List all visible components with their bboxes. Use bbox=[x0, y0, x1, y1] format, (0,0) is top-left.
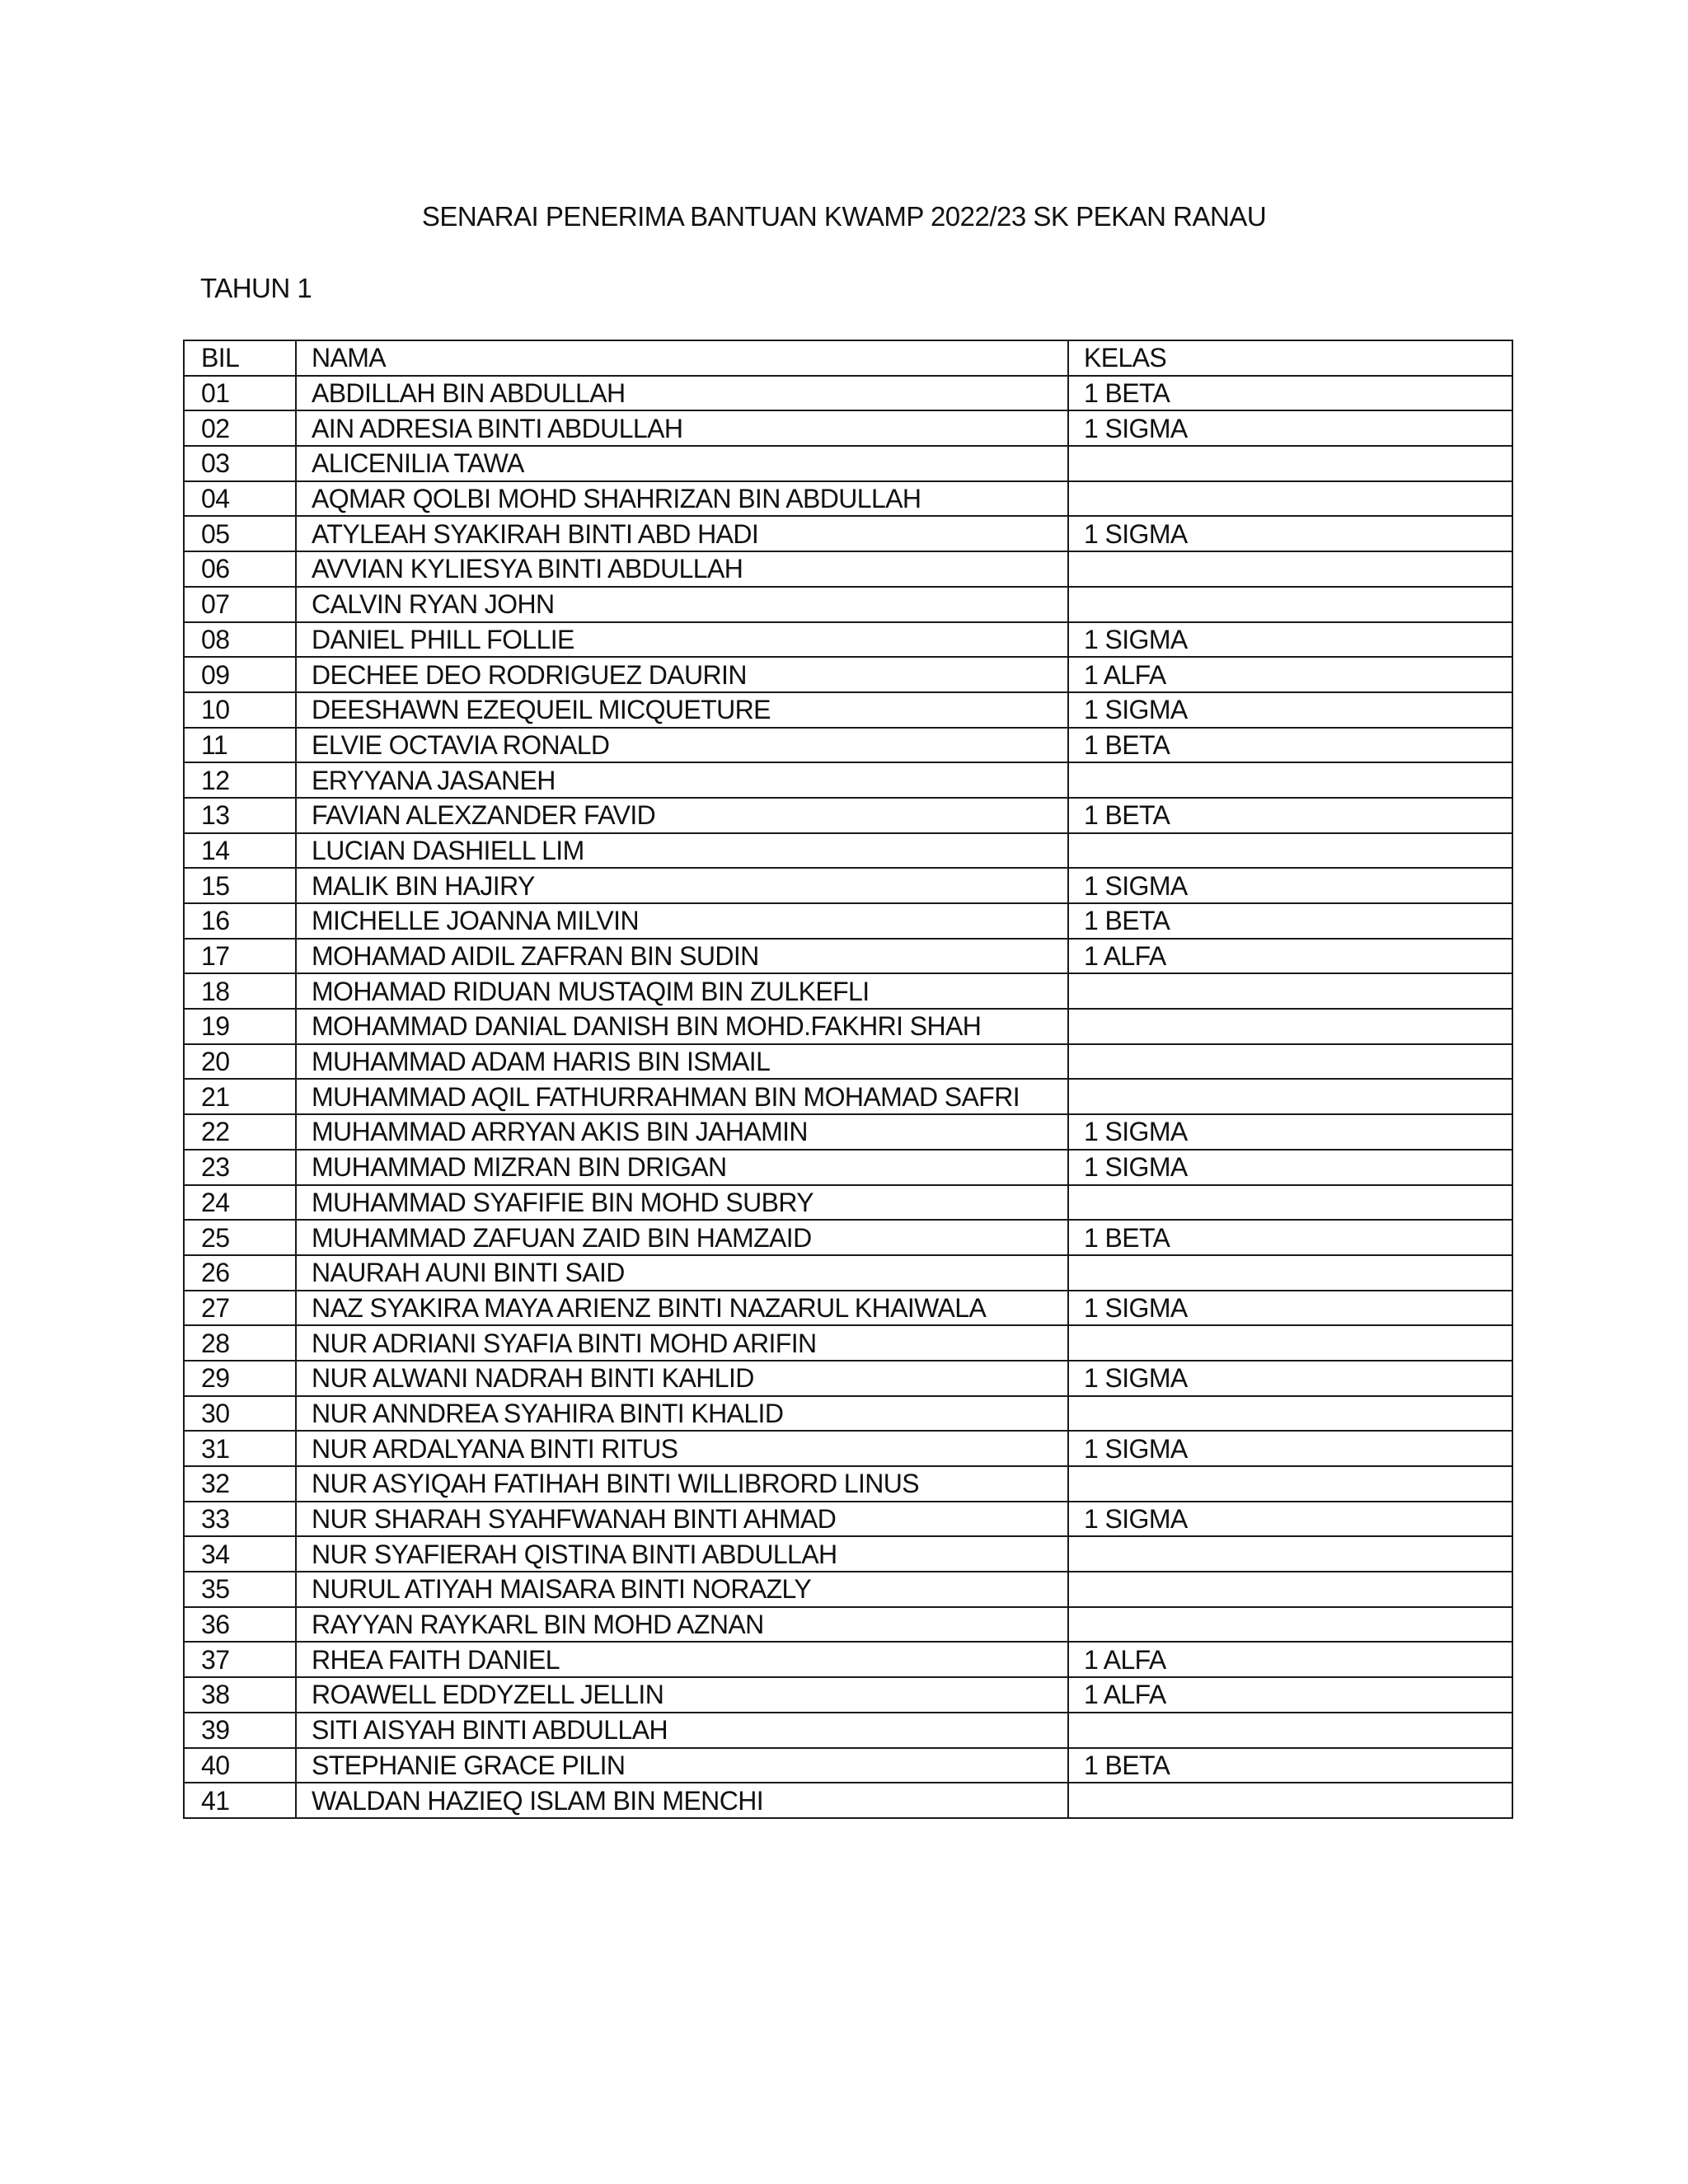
table-row bbox=[184, 1396, 1512, 1432]
cell-kelas bbox=[1068, 1044, 1512, 1080]
cell-kelas bbox=[1068, 1325, 1512, 1361]
cell-bil: 20 bbox=[184, 1044, 296, 1080]
table-row bbox=[184, 728, 1512, 763]
cell-nama: MUHAMMAD ARRYAN AKIS BIN JAHAMIN bbox=[296, 1114, 1068, 1150]
cell-nama: MICHELLE JOANNA MILVIN bbox=[296, 903, 1068, 939]
cell-nama: MUHAMMAD MIZRAN BIN DRIGAN bbox=[296, 1150, 1068, 1185]
table-row bbox=[184, 1009, 1512, 1044]
table-row bbox=[184, 587, 1512, 622]
cell-bil: 15 bbox=[184, 868, 296, 903]
table-row bbox=[184, 446, 1512, 481]
cell-kelas bbox=[1068, 587, 1512, 622]
cell-bil: 30 bbox=[184, 1396, 296, 1432]
cell-nama: CALVIN RYAN JOHN bbox=[296, 587, 1068, 622]
cell-nama: RAYYAN RAYKARL BIN MOHD AZNAN bbox=[296, 1607, 1068, 1643]
cell-kelas bbox=[1068, 973, 1512, 1009]
cell-bil: 27 bbox=[184, 1291, 296, 1326]
table-row bbox=[184, 1325, 1512, 1361]
cell-bil: 36 bbox=[184, 1607, 296, 1643]
cell-kelas: 1 ALFA bbox=[1068, 939, 1512, 974]
cell-bil: 05 bbox=[184, 516, 296, 551]
cell-kelas bbox=[1068, 1713, 1512, 1748]
cell-bil: 18 bbox=[184, 973, 296, 1009]
cell-kelas: 1 ALFA bbox=[1068, 1677, 1512, 1713]
cell-nama: MUHAMMAD ADAM HARIS BIN ISMAIL bbox=[296, 1044, 1068, 1080]
cell-kelas bbox=[1068, 481, 1512, 517]
table-row bbox=[184, 1114, 1512, 1150]
table-row bbox=[184, 551, 1512, 587]
cell-bil: 06 bbox=[184, 551, 296, 587]
cell-kelas bbox=[1068, 1255, 1512, 1291]
table-row bbox=[184, 1431, 1512, 1466]
table-row bbox=[184, 798, 1512, 833]
cell-bil: 34 bbox=[184, 1536, 296, 1572]
cell-kelas bbox=[1068, 1079, 1512, 1114]
table-row bbox=[184, 1361, 1512, 1396]
cell-kelas: 1 SIGMA bbox=[1068, 1291, 1512, 1326]
cell-bil: 29 bbox=[184, 1361, 296, 1396]
cell-kelas bbox=[1068, 1466, 1512, 1502]
table-row bbox=[184, 481, 1512, 517]
cell-nama: DECHEE DEO RODRIGUEZ DAURIN bbox=[296, 657, 1068, 692]
table-row bbox=[184, 1677, 1512, 1713]
cell-nama: ELVIE OCTAVIA RONALD bbox=[296, 728, 1068, 763]
table-row bbox=[184, 692, 1512, 728]
cell-nama: RHEA FAITH DANIEL bbox=[296, 1642, 1068, 1677]
cell-nama: SITI AISYAH BINTI ABDULLAH bbox=[296, 1713, 1068, 1748]
cell-bil: 38 bbox=[184, 1677, 296, 1713]
cell-kelas bbox=[1068, 1572, 1512, 1607]
cell-nama: ABDILLAH BIN ABDULLAH bbox=[296, 376, 1068, 411]
cell-nama: MUHAMMAD SYAFIFIE BIN MOHD SUBRY bbox=[296, 1185, 1068, 1221]
cell-nama: LUCIAN DASHIELL LIM bbox=[296, 833, 1068, 869]
cell-kelas: 1 BETA bbox=[1068, 1748, 1512, 1783]
cell-bil: 11 bbox=[184, 728, 296, 763]
table-row bbox=[184, 1466, 1512, 1502]
cell-nama: ATYLEAH SYAKIRAH BINTI ABD HADI bbox=[296, 516, 1068, 551]
cell-bil: 32 bbox=[184, 1466, 296, 1502]
cell-nama: DANIEL PHILL FOLLIE bbox=[296, 622, 1068, 658]
table-row bbox=[184, 1642, 1512, 1677]
cell-bil: 09 bbox=[184, 657, 296, 692]
cell-kelas bbox=[1068, 1536, 1512, 1572]
table-row bbox=[184, 657, 1512, 692]
section-label: TAHUN 1 bbox=[200, 273, 312, 303]
cell-kelas: 1 BETA bbox=[1068, 903, 1512, 939]
cell-bil: 16 bbox=[184, 903, 296, 939]
table-row bbox=[184, 1783, 1512, 1818]
cell-kelas: 1 SIGMA bbox=[1068, 622, 1512, 658]
cell-bil: 01 bbox=[184, 376, 296, 411]
cell-nama: NAZ SYAKIRA MAYA ARIENZ BINTI NAZARUL KHAIWALA bbox=[296, 1291, 1068, 1326]
cell-nama: STEPHANIE GRACE PILIN bbox=[296, 1748, 1068, 1783]
cell-nama: DEESHAWN EZEQUEIL MICQUETURE bbox=[296, 692, 1068, 728]
cell-bil: 33 bbox=[184, 1502, 296, 1537]
table-row bbox=[184, 939, 1512, 974]
cell-bil: 17 bbox=[184, 939, 296, 974]
cell-kelas: 1 SIGMA bbox=[1068, 692, 1512, 728]
cell-nama: ROAWELL EDDYZELL JELLIN bbox=[296, 1677, 1068, 1713]
table-row bbox=[184, 376, 1512, 411]
cell-nama: ERYYANA JASANEH bbox=[296, 762, 1068, 798]
cell-bil: 25 bbox=[184, 1220, 296, 1255]
cell-nama: NUR ASYIQAH FATIHAH BINTI WILLIBRORD LINUS bbox=[296, 1466, 1068, 1502]
cell-kelas: 1 BETA bbox=[1068, 798, 1512, 833]
cell-bil: 07 bbox=[184, 587, 296, 622]
cell-bil: 39 bbox=[184, 1713, 296, 1748]
cell-bil: 23 bbox=[184, 1150, 296, 1185]
cell-bil: 02 bbox=[184, 410, 296, 446]
cell-nama: NUR ALWANI NADRAH BINTI KAHLID bbox=[296, 1361, 1068, 1396]
table-row bbox=[184, 516, 1512, 551]
table-row bbox=[184, 1079, 1512, 1114]
table-row bbox=[184, 1713, 1512, 1748]
table-row bbox=[184, 410, 1512, 446]
cell-nama: MOHAMAD AIDIL ZAFRAN BIN SUDIN bbox=[296, 939, 1068, 974]
cell-bil: 13 bbox=[184, 798, 296, 833]
table-row bbox=[184, 1536, 1512, 1572]
header-kelas: KELAS bbox=[1068, 340, 1512, 376]
cell-bil: 35 bbox=[184, 1572, 296, 1607]
table-row bbox=[184, 1572, 1512, 1607]
cell-kelas bbox=[1068, 1185, 1512, 1221]
cell-nama: MALIK BIN HAJIRY bbox=[296, 868, 1068, 903]
table-row bbox=[184, 868, 1512, 903]
cell-bil: 12 bbox=[184, 762, 296, 798]
cell-kelas bbox=[1068, 833, 1512, 869]
cell-kelas: 1 BETA bbox=[1068, 376, 1512, 411]
cell-nama: NUR ANNDREA SYAHIRA BINTI KHALID bbox=[296, 1396, 1068, 1432]
cell-bil: 40 bbox=[184, 1748, 296, 1783]
cell-kelas bbox=[1068, 762, 1512, 798]
cell-bil: 10 bbox=[184, 692, 296, 728]
cell-kelas: 1 SIGMA bbox=[1068, 1361, 1512, 1396]
cell-bil: 21 bbox=[184, 1079, 296, 1114]
cell-nama: NUR ARDALYANA BINTI RITUS bbox=[296, 1431, 1068, 1466]
cell-nama: NUR SYAFIERAH QISTINA BINTI ABDULLAH bbox=[296, 1536, 1068, 1572]
header-nama: NAMA bbox=[296, 340, 1068, 376]
header-bil: BIL bbox=[184, 340, 296, 376]
table-row bbox=[184, 1291, 1512, 1326]
table-row bbox=[184, 973, 1512, 1009]
cell-nama: MUHAMMAD AQIL FATHURRAHMAN BIN MOHAMAD SAFRI bbox=[296, 1079, 1068, 1114]
cell-kelas: 1 SIGMA bbox=[1068, 410, 1512, 446]
table-row bbox=[184, 762, 1512, 798]
cell-bil: 31 bbox=[184, 1431, 296, 1466]
cell-nama: FAVIAN ALEXZANDER FAVID bbox=[296, 798, 1068, 833]
cell-kelas: 1 BETA bbox=[1068, 728, 1512, 763]
recipient-table bbox=[183, 340, 1513, 1819]
cell-nama: NAURAH AUNI BINTI SAID bbox=[296, 1255, 1068, 1291]
document-title: SENARAI PENERIMA BANTUAN KWAMP 2022/23 SK PEKAN RANAU bbox=[421, 201, 1267, 232]
table-row bbox=[184, 1255, 1512, 1291]
cell-bil: 14 bbox=[184, 833, 296, 869]
cell-kelas bbox=[1068, 1009, 1512, 1044]
cell-bil: 19 bbox=[184, 1009, 296, 1044]
cell-nama: AVVIAN KYLIESYA BINTI ABDULLAH bbox=[296, 551, 1068, 587]
cell-kelas: 1 SIGMA bbox=[1068, 1431, 1512, 1466]
table-row bbox=[184, 1185, 1512, 1221]
cell-nama: AIN ADRESIA BINTI ABDULLAH bbox=[296, 410, 1068, 446]
cell-bil: 37 bbox=[184, 1642, 296, 1677]
cell-bil: 24 bbox=[184, 1185, 296, 1221]
recipient-table-body bbox=[184, 340, 1512, 1818]
cell-kelas: 1 ALFA bbox=[1068, 657, 1512, 692]
cell-kelas: 1 SIGMA bbox=[1068, 1114, 1512, 1150]
cell-nama: AQMAR QOLBI MOHD SHAHRIZAN BIN ABDULLAH bbox=[296, 481, 1068, 517]
table-row bbox=[184, 1607, 1512, 1643]
cell-bil: 26 bbox=[184, 1255, 296, 1291]
cell-nama: WALDAN HAZIEQ ISLAM BIN MENCHI bbox=[296, 1783, 1068, 1818]
cell-nama: MOHAMAD RIDUAN MUSTAQIM BIN ZULKEFLI bbox=[296, 973, 1068, 1009]
cell-kelas: 1 BETA bbox=[1068, 1220, 1512, 1255]
cell-kelas bbox=[1068, 1607, 1512, 1643]
table-row bbox=[184, 1502, 1512, 1537]
table-row bbox=[184, 1220, 1512, 1255]
table-row bbox=[184, 622, 1512, 658]
cell-kelas: 1 SIGMA bbox=[1068, 1150, 1512, 1185]
cell-kelas: 1 ALFA bbox=[1068, 1642, 1512, 1677]
cell-bil: 28 bbox=[184, 1325, 296, 1361]
cell-kelas: 1 SIGMA bbox=[1068, 1502, 1512, 1537]
cell-kelas bbox=[1068, 551, 1512, 587]
cell-nama: NUR ADRIANI SYAFIA BINTI MOHD ARIFIN bbox=[296, 1325, 1068, 1361]
cell-bil: 08 bbox=[184, 622, 296, 658]
cell-kelas: 1 SIGMA bbox=[1068, 868, 1512, 903]
cell-kelas: 1 SIGMA bbox=[1068, 516, 1512, 551]
cell-bil: 04 bbox=[184, 481, 296, 517]
table-row bbox=[184, 903, 1512, 939]
table-row bbox=[184, 1150, 1512, 1185]
table-row bbox=[184, 1748, 1512, 1783]
cell-nama: ALICENILIA TAWA bbox=[296, 446, 1068, 481]
cell-nama: MOHAMMAD DANIAL DANISH BIN MOHD.FAKHRI SHAH bbox=[296, 1009, 1068, 1044]
cell-bil: 22 bbox=[184, 1114, 296, 1150]
cell-nama: MUHAMMAD ZAFUAN ZAID BIN HAMZAID bbox=[296, 1220, 1068, 1255]
cell-bil: 03 bbox=[184, 446, 296, 481]
cell-kelas bbox=[1068, 1396, 1512, 1432]
cell-nama: NURUL ATIYAH MAISARA BINTI NORAZLY bbox=[296, 1572, 1068, 1607]
table-row bbox=[184, 1044, 1512, 1080]
cell-nama: NUR SHARAH SYAHFWANAH BINTI AHMAD bbox=[296, 1502, 1068, 1537]
cell-bil: 41 bbox=[184, 1783, 296, 1818]
table-row bbox=[184, 833, 1512, 869]
cell-kelas bbox=[1068, 446, 1512, 481]
cell-kelas bbox=[1068, 1783, 1512, 1818]
table-header-row bbox=[184, 340, 1512, 376]
